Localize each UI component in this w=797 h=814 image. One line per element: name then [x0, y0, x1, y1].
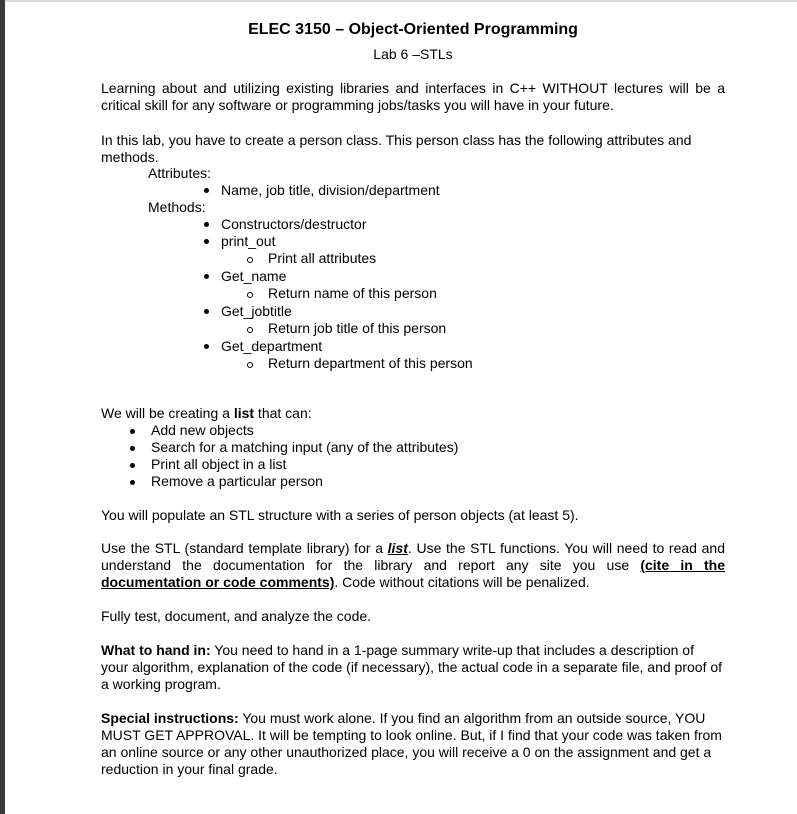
bullet-icon	[204, 309, 209, 314]
method-subitem: Return job title of this person	[268, 320, 447, 336]
special-instructions-paragraph: Special instructions: You must work alone. If you find an algorithm from an outside source, YOU MUST GET APPROVAL. It will be tempting to look online. But, if I find that your code was taken from an online source or any other unauthorized place, you will receive a 0 on the assignment and get a reduction in your final grade.	[101, 710, 722, 777]
list-capability: Search for a matching input (any of the attributes)	[151, 439, 459, 455]
handin-paragraph: What to hand in: You need to hand in a 1-page summary write-up that includes a description of your algorithm, explanation of the code (if necessary), the actual code in a separate file, and proof of a working program.	[101, 642, 723, 692]
bullet-icon	[204, 344, 209, 349]
document-title: ELEC 3150 – Object-Oriented Programming	[248, 21, 578, 38]
bullet-icon	[204, 239, 209, 244]
left-edge-bar	[0, 0, 5, 814]
bullet-icon	[204, 188, 209, 193]
bullet-icon	[130, 446, 135, 451]
bullet-icon	[130, 480, 135, 485]
class-description: In this lab, you have to create a person class. This person class has the following attributes and methods.	[101, 132, 692, 165]
circle-bullet-icon	[247, 292, 253, 298]
list-intro: We will be creating a list that can:	[101, 405, 312, 421]
methods-label: Methods:	[148, 199, 206, 215]
intro-paragraph: Learning about and utilizing existing libraries and interfaces in C++ WITHOUT lectures will be a critical skill for any software or programming jobs/tasks you will have in your future.	[101, 80, 725, 113]
stl-list-word: list	[387, 540, 408, 556]
document-subtitle: Lab 6 –STLs	[373, 46, 453, 62]
populate-paragraph: You will populate an STL structure with a series of person objects (at least 5).	[101, 507, 579, 523]
special-instructions-label: Special instructions:	[101, 710, 239, 726]
circle-bullet-icon	[247, 327, 253, 333]
method-subitem: Return department of this person	[268, 355, 473, 371]
bullet-icon	[204, 274, 209, 279]
citation-note: (cite in the documentation or code comments)	[101, 557, 725, 590]
top-edge-line	[5, 0, 797, 2]
bullet-icon	[130, 429, 135, 434]
circle-bullet-icon	[247, 257, 253, 263]
bullet-icon	[204, 222, 209, 227]
list-capability: Print all object in a list	[151, 456, 287, 472]
method-item: print_out	[221, 233, 276, 249]
stl-paragraph: Use the STL (standard template library) for a list. Use the STL functions. You will need to read and understand the documentation for the library and report any site you use (cite in the documentation or code comments). Code without citations will be penalized.	[101, 540, 725, 590]
handin-label: What to hand in:	[101, 642, 211, 658]
method-item: Get_department	[221, 338, 323, 354]
method-item: Get_name	[221, 268, 287, 284]
method-subitem: Print all attributes	[268, 250, 377, 266]
method-subitem: Return name of this person	[268, 285, 437, 301]
method-item: Constructors/destructor	[221, 216, 367, 232]
method-item: Get_jobtitle	[221, 303, 292, 319]
list-capability: Remove a particular person	[151, 473, 323, 489]
bullet-icon	[130, 463, 135, 468]
circle-bullet-icon	[247, 362, 253, 368]
test-paragraph: Fully test, document, and analyze the code.	[101, 608, 372, 624]
attributes-label: Attributes:	[148, 165, 212, 181]
attribute-item: Name, job title, division/department	[221, 182, 440, 198]
list-capability: Add new objects	[151, 422, 254, 438]
